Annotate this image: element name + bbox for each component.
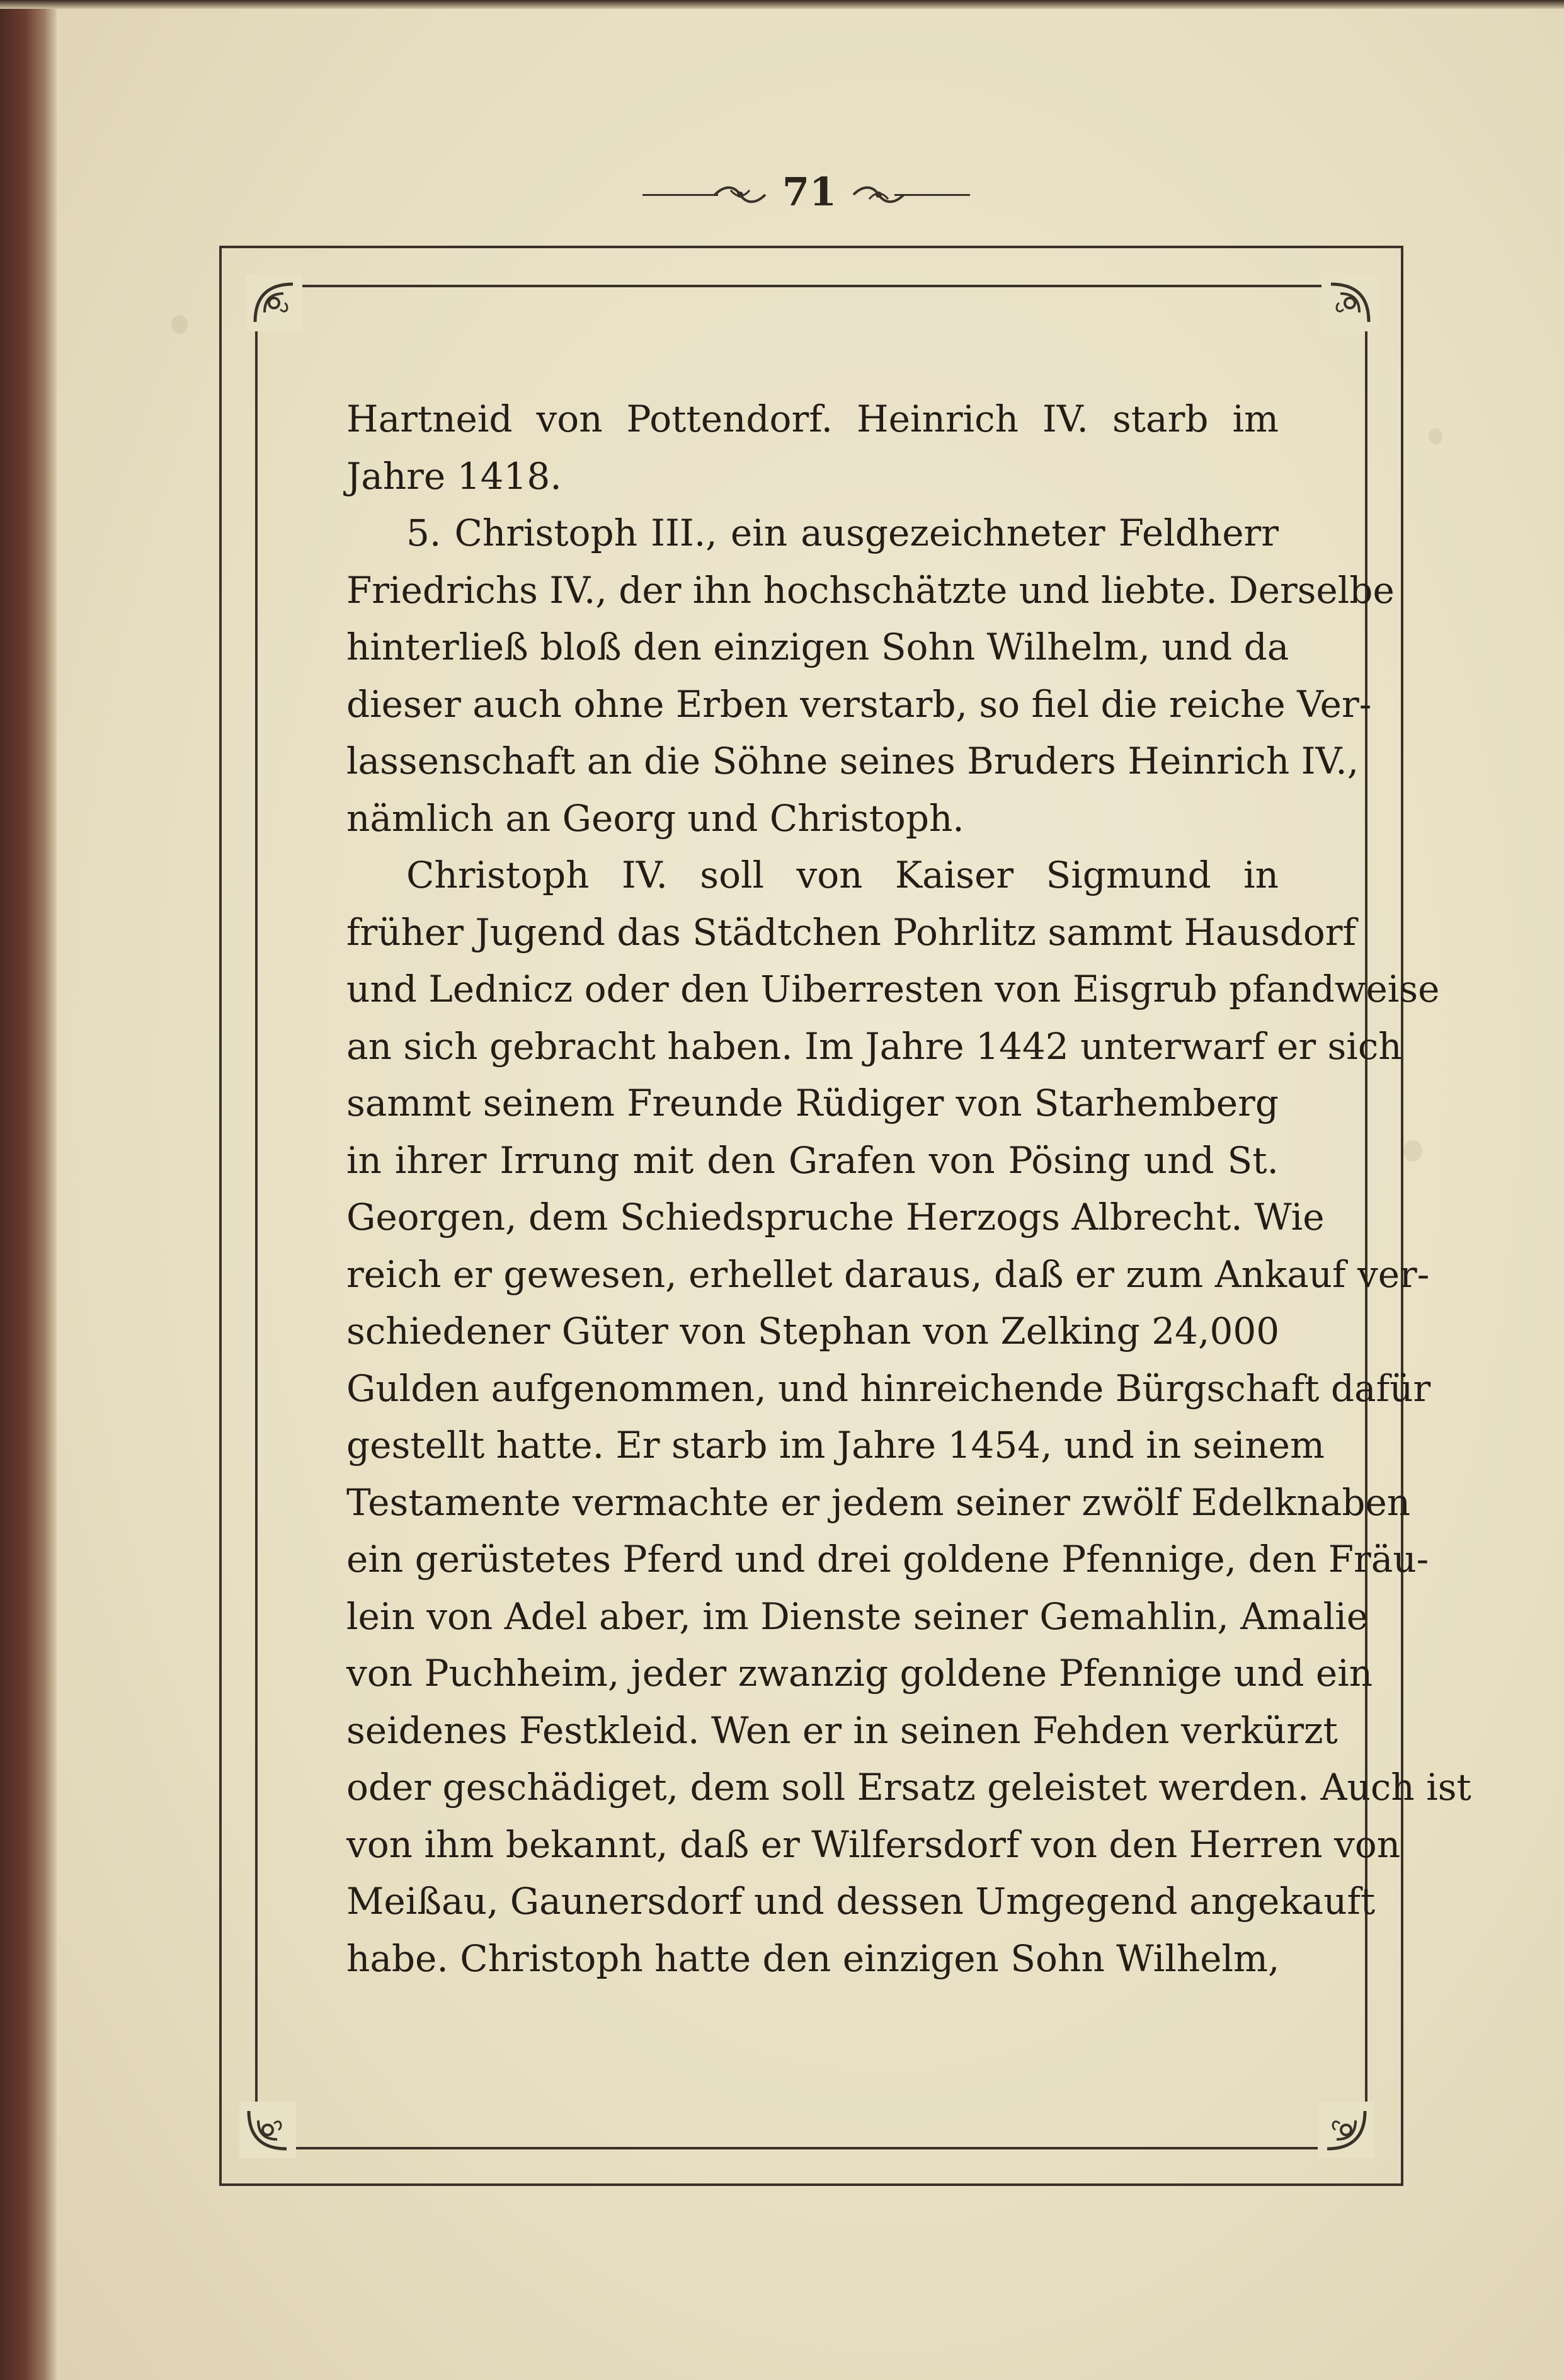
paper-stain — [1429, 428, 1442, 445]
text-line: Hartneid von Pottendorf. Heinrich IV. starb im — [346, 398, 1279, 440]
text-line: schiedener Güter von Stephan von Zelking 24,000 — [346, 1310, 1280, 1353]
header-rule-left — [642, 194, 718, 196]
text-line: ein gerüstetes Pferd und drei goldene Pfennige, den Fräu- — [346, 1538, 1429, 1581]
corner-ornament-top-left — [246, 275, 302, 331]
book-binding — [0, 0, 57, 2380]
text-line: Testamente vermachte er jedem seiner zwölf Edelknaben — [346, 1480, 1411, 1524]
page-number: 71 — [782, 169, 837, 215]
paper-stain — [1403, 1140, 1422, 1162]
text-line: früher Jugend das Städtchen Pohrlitz sammt Hausdorf — [346, 910, 1356, 954]
header-rule-right — [894, 194, 970, 196]
page-header — [642, 165, 970, 222]
corner-ornament-top-right — [1321, 275, 1378, 331]
text-line: 5. Christoph III., ein ausgezeichneter Feldherr — [406, 512, 1279, 554]
corner-flourish-icon — [1321, 275, 1378, 331]
corner-flourish-icon — [246, 275, 302, 331]
text-line: von ihm bekannt, daß er Wilfersdorf von den Herren von — [346, 1822, 1401, 1866]
text-line: Jahre 1418. — [346, 454, 562, 498]
text-line: und Lednicz oder den Uiberresten von Eisgrub pfandweise — [346, 968, 1440, 1010]
text-line: Georgen, dem Schiedspruche Herzogs Albrecht. Wie — [346, 1196, 1325, 1239]
text-line: an sich gebracht haben. Im Jahre 1442 unterwarf er sich — [346, 1024, 1402, 1068]
text-line: reich er gewesen, erhellet daraus, daß er zum Ankauf ver- — [346, 1252, 1430, 1296]
text-line: Meißau, Gaunersdorf und dessen Umgegend angekauft — [346, 1880, 1376, 1923]
scroll-flourish-icon — [712, 179, 768, 210]
text-line: nämlich an Georg und Christoph. — [346, 796, 964, 840]
text-line: lein von Adel aber, im Dienste seiner Gemahlin, Amalie — [346, 1594, 1369, 1638]
text-line: hinterließ bloß den einzigen Sohn Wilhelm, und da — [346, 626, 1289, 668]
text-line: Christoph IV. soll von Kaiser Sigmund in — [406, 854, 1279, 896]
corner-flourish-icon — [239, 2102, 296, 2158]
body-text — [346, 391, 1471, 1987]
text-line: lassenschaft an die Söhne seines Bruders Heinrich IV., — [346, 740, 1359, 782]
text-line: Friedrichs IV., der ihn hochschätzte und liebte. Derselbe — [346, 568, 1395, 612]
text-line: sammt seinem Freunde Rüdiger von Starhemberg — [346, 1082, 1279, 1124]
text-line: habe. Christoph hatte den einzigen Sohn Wilhelm, — [346, 1937, 1280, 1980]
text-line: seidenes Festkleid. Wen er in seinen Fehden verkürzt — [346, 1708, 1338, 1752]
paper-stain — [171, 315, 188, 334]
text-line: dieser auch ohne Erben verstarb, so fiel die reiche Ver- — [346, 682, 1372, 726]
text-line: gestellt hatte. Er starb im Jahre 1454, und in seinem — [346, 1424, 1325, 1467]
page-top-edge — [0, 0, 1564, 9]
corner-ornament-bottom-right — [1318, 2102, 1374, 2158]
text-line: in ihrer Irrung mit den Grafen von Pösing und St. — [346, 1138, 1279, 1182]
corner-flourish-icon — [1318, 2102, 1374, 2158]
corner-ornament-bottom-left — [239, 2102, 296, 2158]
text-line: oder geschädiget, dem soll Ersatz geleistet werden. Auch ist — [346, 1766, 1471, 1809]
text-line: Gulden aufgenommen, und hinreichende Bürgschaft dafür — [346, 1366, 1431, 1410]
text-line: von Puchheim, jeder zwanzig goldene Pfennige und ein — [346, 1652, 1373, 1695]
